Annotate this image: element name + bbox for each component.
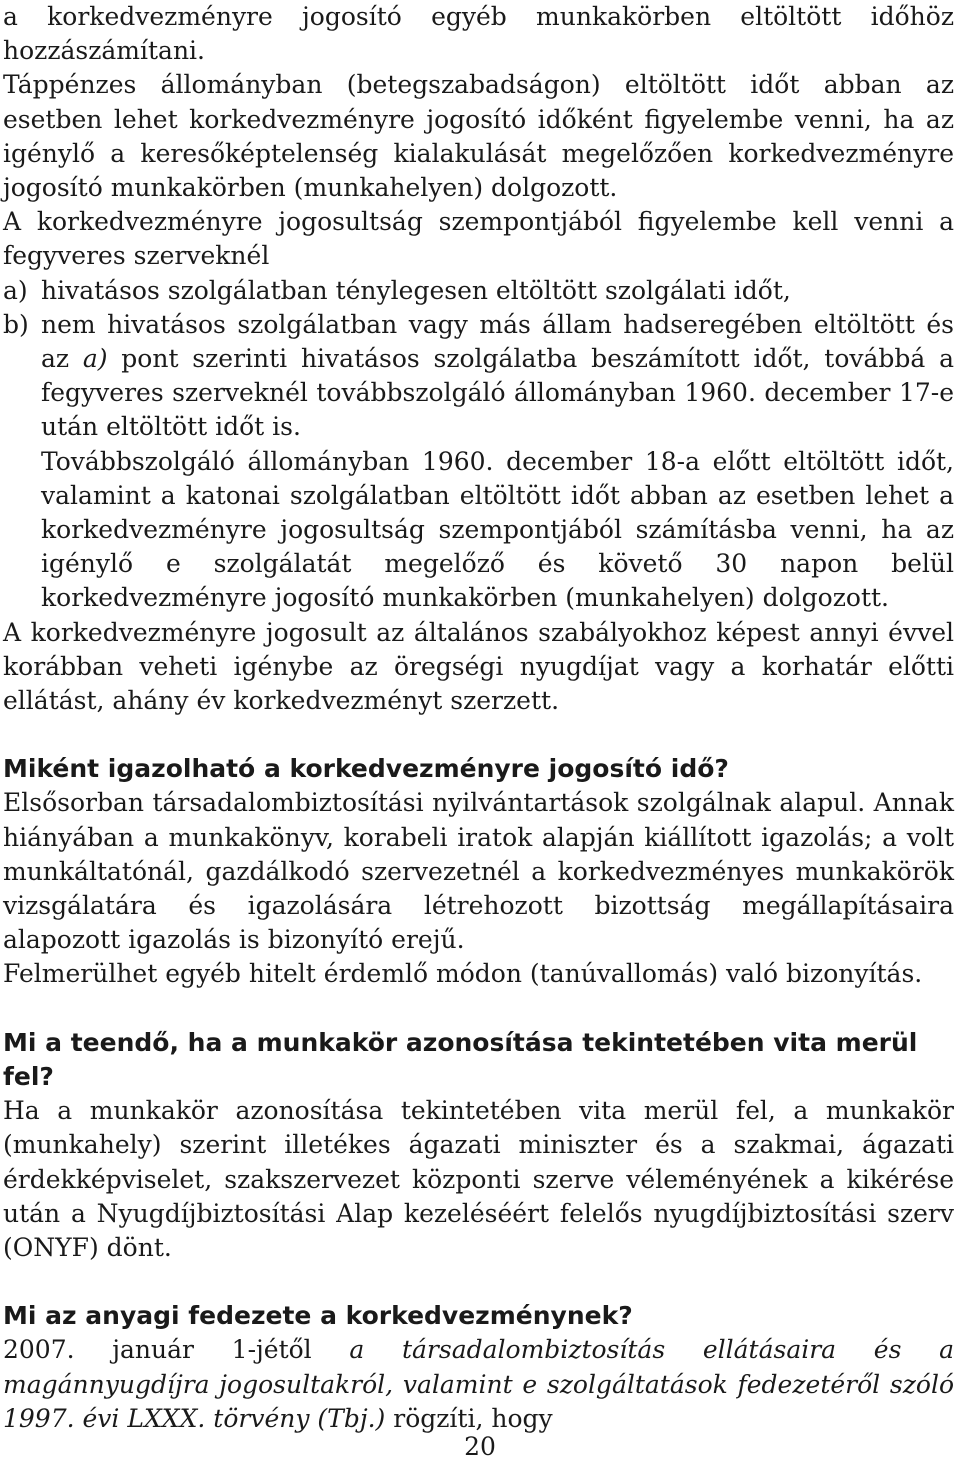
paragraph-funding-end: rögzíti, hogy [385, 1403, 553, 1433]
paragraph-funding [3, 1333, 954, 1436]
spacer [3, 1265, 954, 1299]
paragraph-military-service: Továbbszolgáló állományban 1960. december 18-a előtt eltöltött időt, valamint a katonai szolgálatban eltöltött időt abban az esetben lehet a korkedvezményre jogosultság szempontjából számításba venni, ha az igénylő e szolgálatát megelőző és követő 30 napon belül korkedvezményre jogosító munkakörben (munkahelyen) dolgozott. [41, 446, 954, 613]
spacer [3, 992, 954, 1026]
paragraph-continuation: a korkedvezményre jogosító egyéb munkakörben eltöltött időhöz hozzászámítani. [3, 2, 954, 66]
list-item-b-label: b) [3, 309, 29, 339]
list-item-a-label: a) [3, 275, 28, 305]
section-heading-dispute: Mi a teendő, ha a munkakör azonosítása tekintetében vita merül fel? [3, 1027, 918, 1091]
spacer [3, 718, 954, 752]
list-item-b-text-part2: pont szerinti hivatásos szolgálatba beszámított időt, továbbá a fegyveres szerveknél továbbszolgáló állományban 1960. december 17-e után eltöltött időt is. [41, 344, 954, 442]
page-number: 20 [464, 1432, 496, 1461]
section-heading-proof: Miként igazolható a korkedvezményre jogosító idő? [3, 754, 729, 784]
list-item-b [3, 308, 954, 445]
paragraph-early-retirement: A korkedvezményre jogosult az általános szabályokhoz képest annyi évvel korábban veheti igénybe az öregségi nyugdíjat vagy a korhatár előtti ellátást, ahány év korkedvezményt szerzett. [3, 617, 954, 716]
paragraph-funding-start: 2007. január 1-jétől [3, 1335, 350, 1365]
law-title: a társadalombiztosítás ellátásaira és a magánnyugdíjra jogosultakról, valamint e szolgáltatások fedezetéről szóló 1997. évi LXXX. törvény (Tbj.) [3, 1335, 954, 1433]
list-item-b-text [41, 308, 954, 445]
paragraph-proof-records: Elsősorban társadalombiztosítási nyilvántartások szolgálnak alapul. Annak hiányában a munkakönyv, korabeli iratok alapján kiállított igazolás; a volt munkáltatónál, gazdálkodó szervezetnél a korkedvezményes munkakörök vizsgálatára és igazolására létrehozott bizottság megállapításaira alapozott igazolás is bizonyító erejű. [3, 788, 954, 955]
list-item-b-reference: a) [82, 344, 108, 374]
document-page [3, 0, 954, 1436]
list-item-a-text: hivatásos szolgálatban ténylegesen eltöltött szolgálati időt, [41, 275, 791, 305]
paragraph-sick-leave: Táppénzes állományban (betegszabadságon) eltöltött időt abban az esetben lehet korkedvezményre jogosító időként figyelembe venni, ha az igénylő a keresőképtelenség kialakulását megelőzően korkedvezményre jogosító munkakörben (munkahelyen) dolgozott. [3, 70, 954, 203]
list-item-a [3, 274, 954, 308]
section-heading-funding: Mi az anyagi fedezete a korkedvezménynek? [3, 1301, 633, 1331]
list-item-b-text-part1: nem hivatásos szolgálatban vagy más állam hadseregében eltöltött és az [41, 309, 954, 374]
paragraph-proof-testimony: Felmerülhet egyéb hitelt érdemlő módon (tanúvallomás) való bizonyítás. [3, 959, 923, 989]
paragraph-armed-forces-intro: A korkedvezményre jogosultság szempontjából figyelembe kell venni a fegyveres szerveknél [3, 207, 954, 271]
paragraph-dispute: Ha a munkakör azonosítása tekintetében vita merül fel, a munkakör (munkahely) szerint illetékes ágazati miniszter és a szakmai, ágazati érdekképviselet, szakszervezet központi szerve véleményének a kikérése után a Nyugdíjbiztosítási Alap kezeléséért felelős nyugdíjbiztosítási szerv (ONYF) dönt. [3, 1096, 954, 1262]
